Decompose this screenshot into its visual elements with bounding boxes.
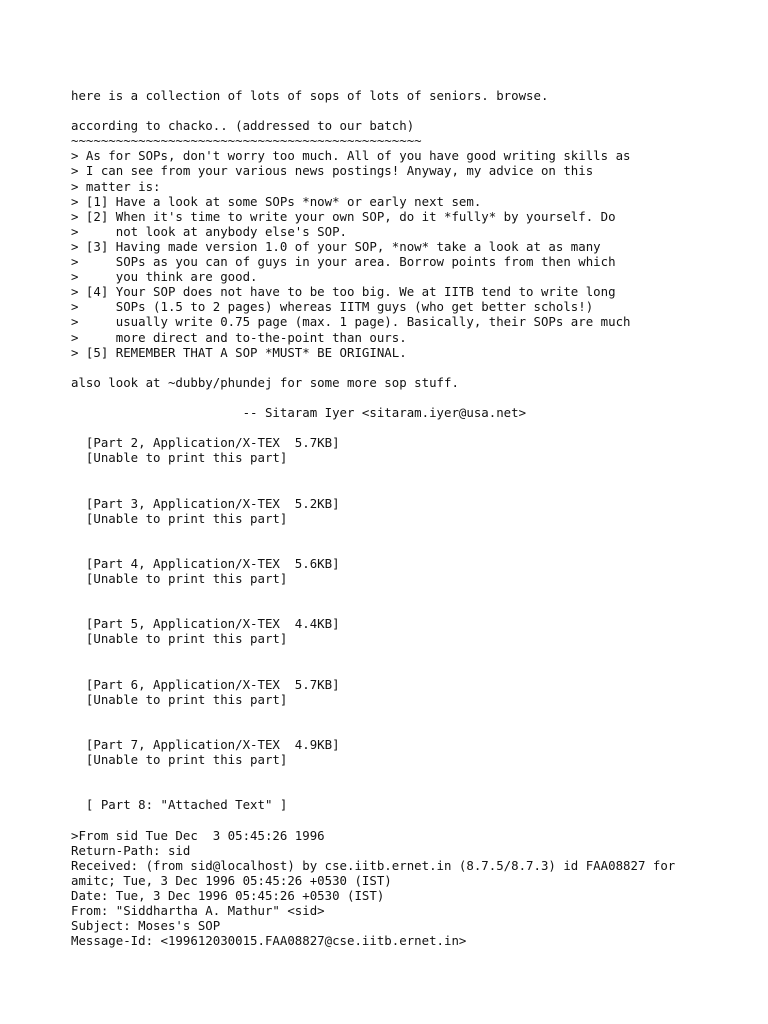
text-line: [Unable to print this part]: [71, 510, 288, 526]
text-line: >From sid Tue Dec 3 05:45:26 1996: [71, 827, 325, 843]
text-line: > you think are good.: [71, 269, 258, 285]
text-line: also look at ~dubby/phundej for some more sop stuff.: [71, 374, 459, 390]
text-line: [71, 707, 675, 722]
text-line: [Part 2, Application/X-TEX 5.7KB]: [71, 435, 340, 451]
text-line: [71, 646, 675, 661]
email-text-document: [71, 88, 675, 948]
text-line: [Part 7, Application/X-TEX 4.9KB]: [71, 737, 340, 753]
text-line: [71, 390, 675, 405]
text-line: here is a collection of lots of sops of lots of seniors. browse.: [71, 88, 549, 103]
text-line: > [4] Your SOP does not have to be too big. We at IITB tend to write long: [71, 284, 616, 300]
text-line: [71, 465, 675, 480]
text-line: [71, 360, 675, 375]
text-line: -- Sitaram Iyer <sitaram.iyer@usa.net>: [71, 404, 527, 420]
text-line: [71, 662, 675, 677]
text-line: [71, 722, 675, 737]
text-line: [71, 767, 675, 782]
text-line: > [5] REMEMBER THAT A SOP *MUST* BE ORIGINAL.: [71, 344, 407, 360]
text-line: Received: (from sid@localhost) by cse.iitb.ernet.in (8.7.5/8.7.3) id FAA08827 for: [71, 857, 676, 873]
text-line: [Unable to print this part]: [71, 691, 288, 707]
text-line: Message-Id: <199612030015.FAA08827@cse.iitb.ernet.in>: [71, 933, 467, 949]
text-line: [Unable to print this part]: [71, 631, 288, 647]
text-line: > SOPs (1.5 to 2 pages) whereas IITM guys (who get better schols!): [71, 299, 594, 315]
text-line: > As for SOPs, don't worry too much. All of you have good writing skills as: [71, 148, 631, 164]
text-line: [71, 541, 675, 556]
text-line: [71, 601, 675, 616]
text-line: [Part 4, Application/X-TEX 5.6KB]: [71, 555, 340, 571]
text-line: From: "Siddhartha A. Mathur" <sid>: [71, 903, 325, 919]
text-line: > more direct and to-the-point than ours.: [71, 329, 407, 345]
text-line: amitc; Tue, 3 Dec 1996 05:45:26 +0530 (IST): [71, 872, 392, 888]
text-line: [Part 6, Application/X-TEX 5.7KB]: [71, 676, 340, 692]
text-line: [71, 526, 675, 541]
text-line: [71, 420, 675, 435]
text-line: [Unable to print this part]: [71, 571, 288, 586]
text-line: Subject: Moses's SOP: [71, 918, 221, 934]
text-line: [Unable to print this part]: [71, 752, 288, 768]
text-line: ~~~~~~~~~~~~~~~~~~~~~~~~~~~~~~~~~~~~~~~~~~~~~~~: [71, 133, 422, 149]
text-line: [Part 3, Application/X-TEX 5.2KB]: [71, 495, 340, 511]
text-line: > [2] When it's time to write your own SOP, do it *fully* by yourself. Do: [71, 208, 616, 224]
text-line: [71, 782, 675, 797]
text-line: [Unable to print this part]: [71, 450, 288, 466]
text-line: > [3] Having made version 1.0 of your SOP, *now* take a look at as many: [71, 238, 601, 254]
text-line: > SOPs as you can of guys in your area. Borrow points from then which: [71, 254, 616, 270]
text-line: [ Part 8: "Attached Text" ]: [71, 797, 288, 813]
text-line: > not look at anybody else's SOP.: [71, 223, 348, 239]
text-line: > I can see from your various news postings! Anyway, my advice on this: [71, 163, 594, 179]
text-line: according to chacko.. (addressed to our batch): [71, 118, 415, 134]
text-line: Return-Path: sid: [71, 842, 191, 858]
text-line: [71, 813, 675, 828]
text-line: [71, 586, 675, 601]
text-line: > usually write 0.75 page (max. 1 page). Basically, their SOPs are much: [71, 314, 631, 330]
text-line: > [1] Have a look at some SOPs *now* or early next sem.: [71, 193, 482, 209]
text-line: [71, 480, 675, 495]
text-line: Date: Tue, 3 Dec 1996 05:45:26 +0530 (IST): [71, 887, 385, 903]
text-line: > matter is:: [71, 178, 161, 194]
text-line: [71, 103, 675, 118]
text-line: [Part 5, Application/X-TEX 4.4KB]: [71, 616, 340, 632]
